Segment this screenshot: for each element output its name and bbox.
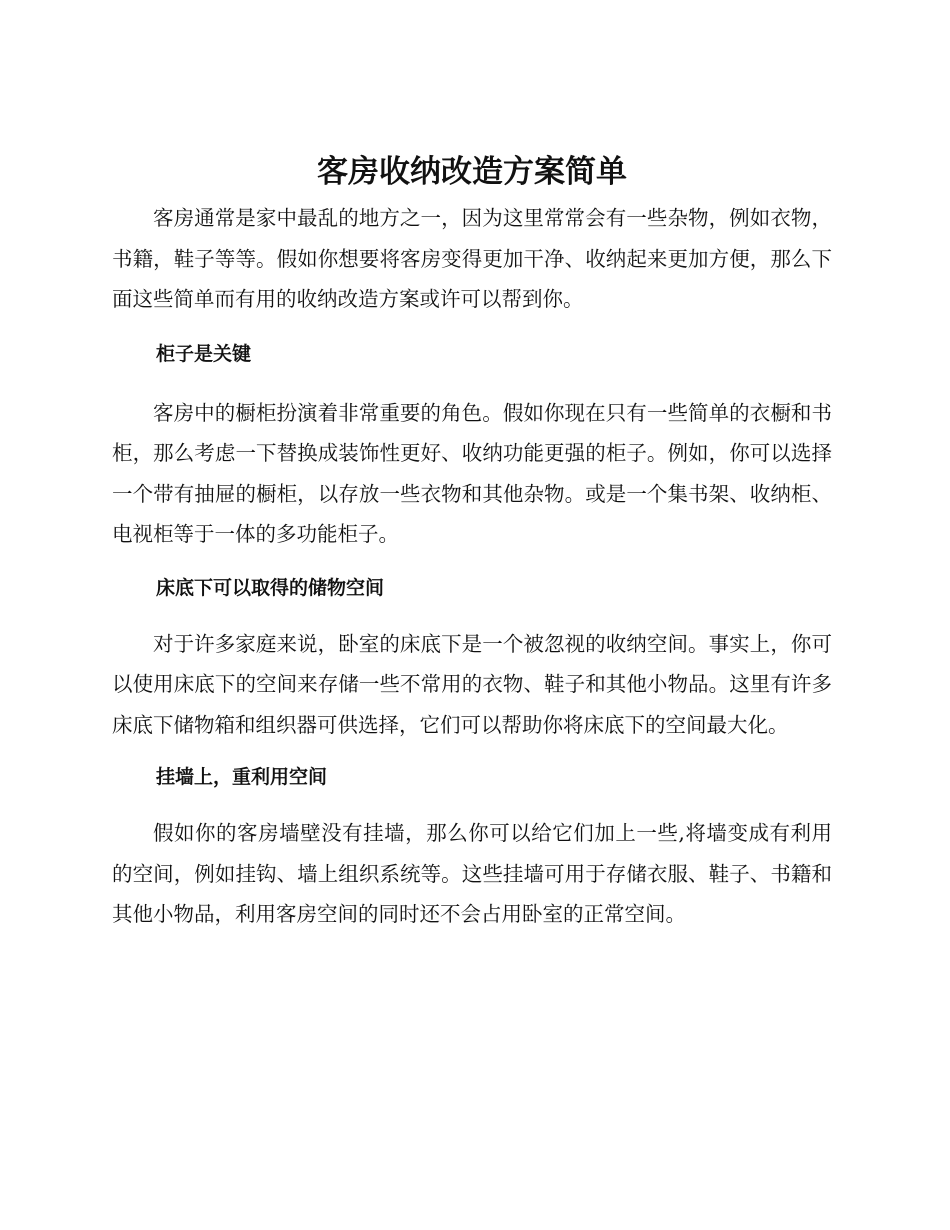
section-body-under-bed: 对于许多家庭来说，卧室的床底下是一个被忽视的收纳空间。事实上，你可以使用床底下的空间来存储一些不常用的衣物、鞋子和其他小物品。这里有许多床底下储物箱和组织器可供选择，它们可以帮助你将床底下的空间最大化。 [112, 631, 832, 737]
intro-paragraph: 客房通常是家中最乱的地方之一，因为这里常常会有一些杂物，例如衣物，书籍，鞋子等等。假如你想要将客房变得更加干净、收纳起来更加方便，那么下面这些简单而有用的收纳改造方案或许可以帮到你。 [112, 206, 832, 311]
section-heading-under-bed: 床底下可以取得的储物空间 [156, 576, 385, 599]
section-body-wall-storage: 假如你的客房墙壁没有挂墙，那么你可以给它们加上一些,将墙变成有利用的空间，例如挂钩、墙上组织系统等。这些挂墙可用于存储衣服、鞋子、书籍和其他小物品，利用客房空间的同时还不会占用卧室的正常空间。 [112, 821, 832, 926]
section-heading-wall-storage: 挂墙上，重利用空间 [156, 766, 328, 788]
section-heading-cabinets: 柜子是关键 [156, 342, 252, 365]
section-body-cabinets: 客房中的橱柜扮演着非常重要的角色。假如你现在只有一些简单的衣橱和书柜，那么考虑一下替换成装饰性更好、收纳功能更强的柜子。例如，你可以选择一个带有抽屉的橱柜，以存放一些衣物和其他杂物。或是一个集书架、收纳柜、电视柜等于一体的多功能柜子。 [112, 400, 832, 546]
document-page [112, 150, 832, 935]
document-title: 客房收纳改造方案简单 [317, 154, 627, 190]
